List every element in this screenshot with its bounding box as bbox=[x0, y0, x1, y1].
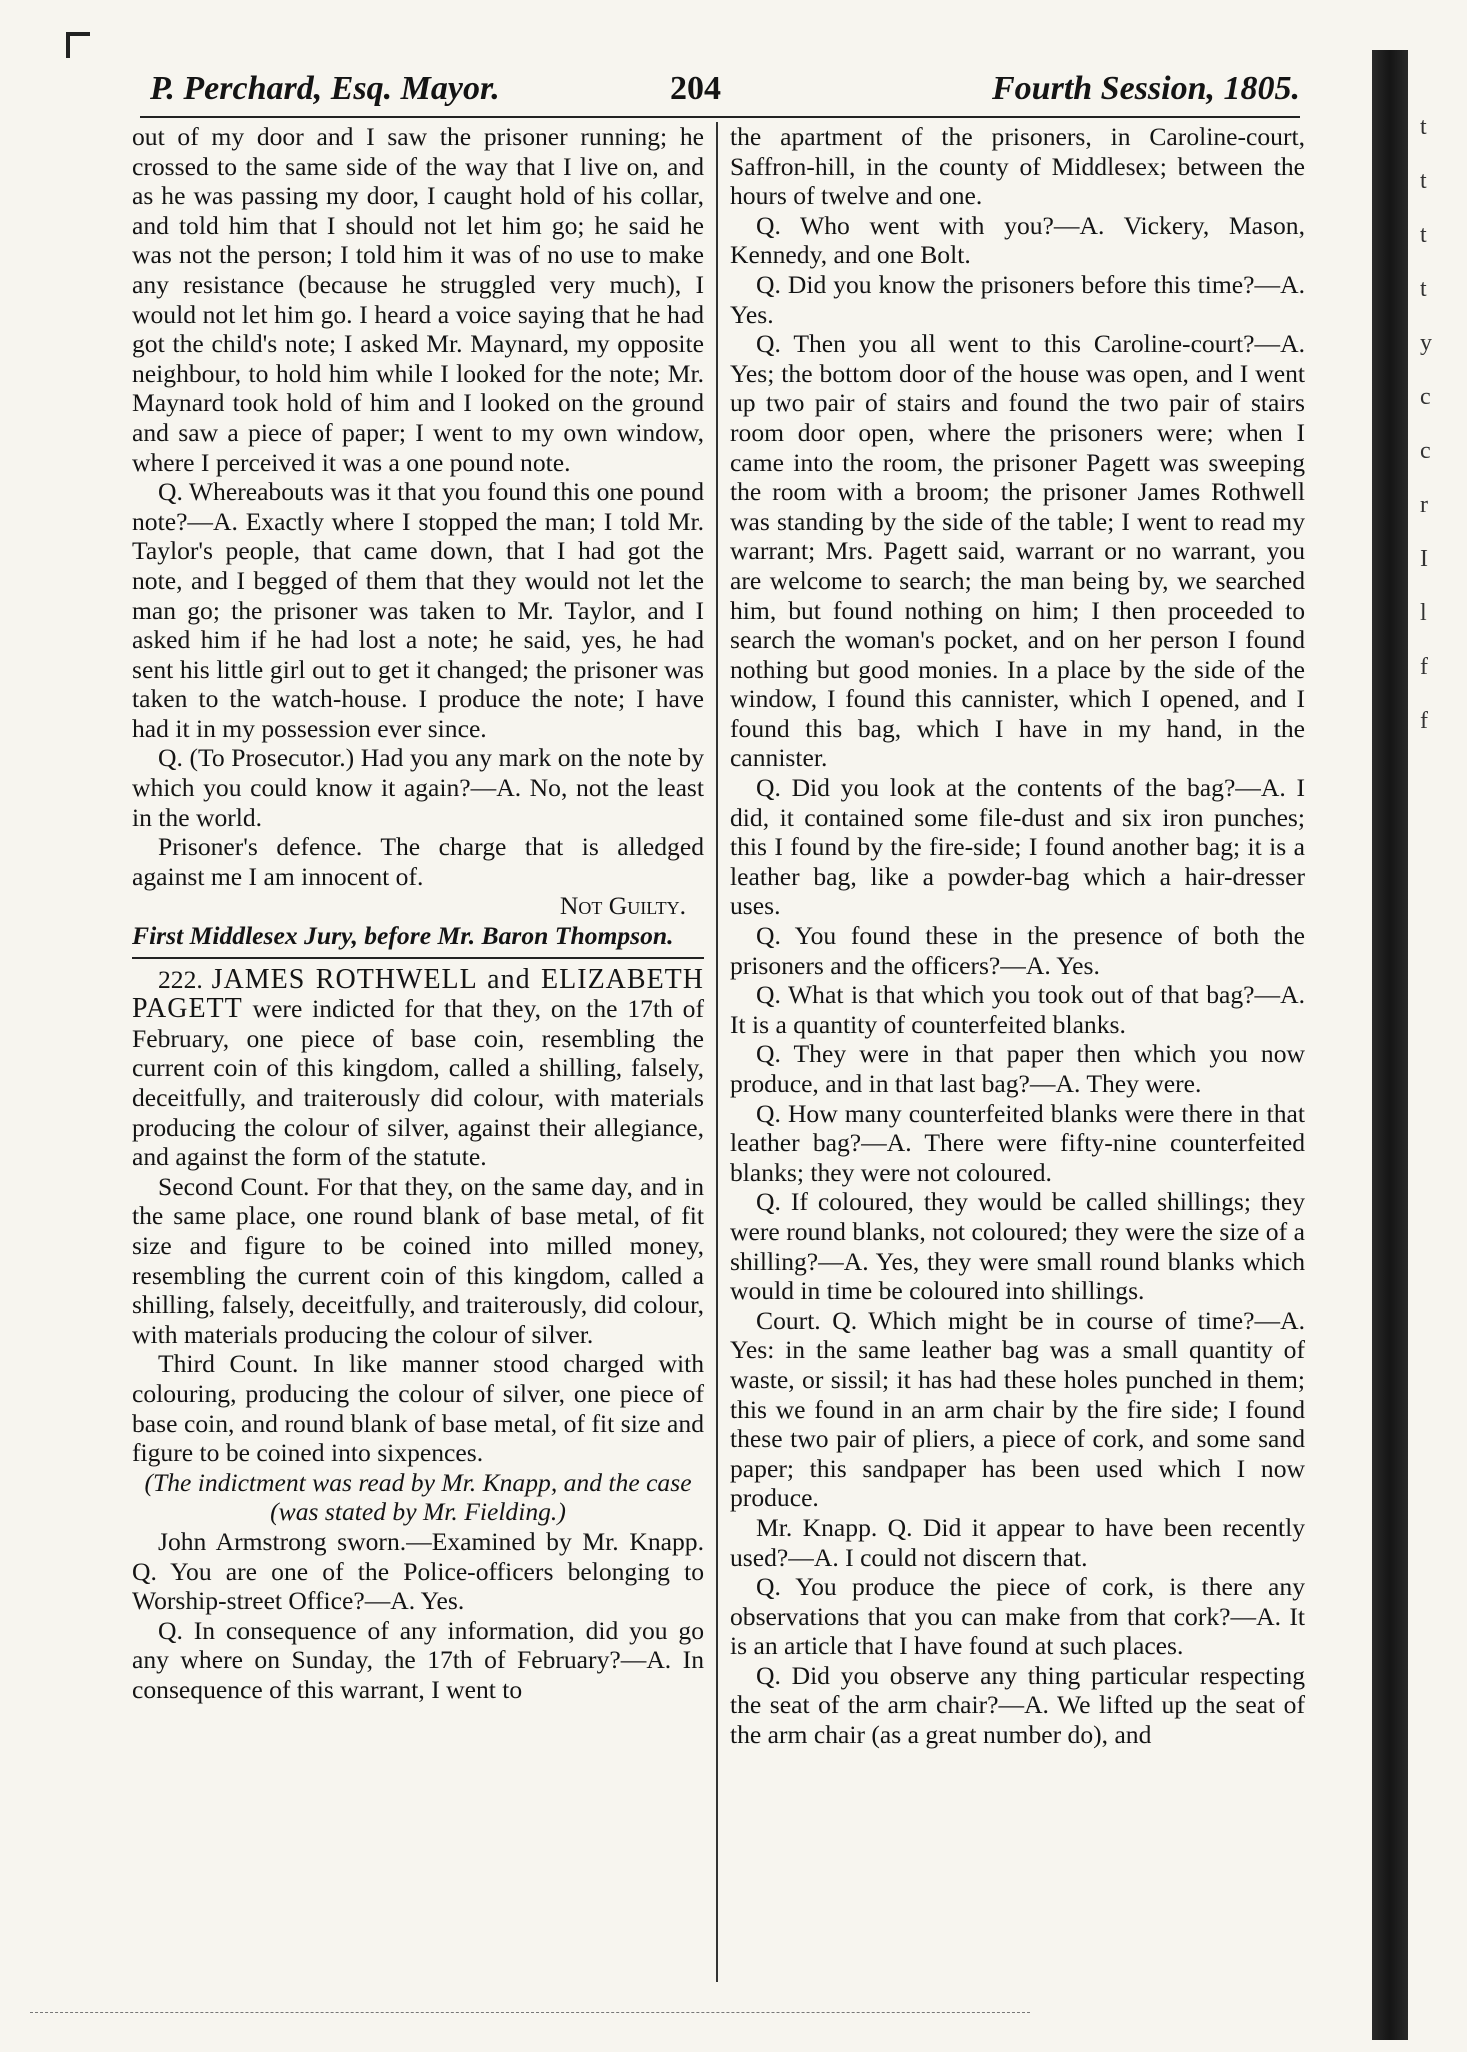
paragraph: Q. Whereabouts was it that you found this one pound note?—A. Exactly where I stopped the man; I told Mr. Taylor's people, that came down, that I had got the note, and I begged of them that they would not let the man go; the prisoner was taken to Mr. Taylor, and I asked him if he had lost a note; he said, yes, he had sent his little girl out to get it changed; the prisoner was taken to the watch-house. I produce the note; I have had it in my possession ever since. bbox=[132, 477, 704, 743]
margin-fragment: t bbox=[1420, 276, 1427, 302]
paragraph: Q. How many counterfeited blanks were there in that leather bag?—A. There were fifty-nine counterfeited blanks; they were not coloured. bbox=[730, 1098, 1305, 1187]
margin-fragment: t bbox=[1420, 168, 1427, 194]
page-header bbox=[150, 70, 1300, 120]
margin-fragment: f bbox=[1420, 654, 1428, 680]
right-column bbox=[730, 122, 1305, 1750]
paragraph: Q. Who went with you?—A. Vickery, Mason, Kennedy, and one Bolt. bbox=[730, 210, 1305, 270]
verdict: Not Guilty. bbox=[559, 891, 686, 921]
header-rule bbox=[140, 116, 1300, 118]
paragraph: Q. Did you know the prisoners before this time?—A. Yes. bbox=[730, 269, 1305, 329]
paragraph: Q. You produce the piece of cork, is there any observations that you can make from that cork?—A. It is an article that I have found at such places. bbox=[730, 1572, 1305, 1661]
header-session: Fourth Session, 1805. bbox=[992, 70, 1300, 107]
margin-fragment: c bbox=[1420, 438, 1431, 464]
case-defendants: JAMES ROTHWELL and ELIZABETH PAGETT bbox=[132, 963, 704, 1025]
paragraph: Q. What is that which you took out of that bag?—A. It is a quantity of counterfeited blanks. bbox=[730, 980, 1305, 1039]
margin-fragment: t bbox=[1420, 114, 1427, 140]
case-indictment: were indicted for that they, on the 17th of February, one piece of base coin, resembling the current coin of this kingdom, called a shilling, falsely, deceitfully, and traiterously did colour, with materials producing the colour of silver, against their allegiance, and against the form of the statute. bbox=[132, 994, 704, 1172]
corner-bracket-mark bbox=[64, 30, 94, 60]
column-divider bbox=[716, 122, 718, 1982]
margin-fragment: t bbox=[1420, 222, 1427, 248]
paragraph: the apartment of the prisoners, in Caroline-court, Saffron-hill, in the county of Middlesex; between the hours of twelve and one. bbox=[730, 122, 1305, 211]
paragraph: Court. Q. Which might be in course of time?—A. Yes: in the same leather bag was a small quantity of waste, or sissil; it has had these holes punched in them; this we found in an arm chair by the fire side; I found these two pair of pliers, a piece of cork, and some sand paper; this sandpaper has been used which I now produce. bbox=[730, 1305, 1305, 1513]
jury-line: First Middlesex Jury, before Mr. Baron Thompson. bbox=[132, 921, 674, 951]
paragraph: Q. You found these in the presence of both the prisoners and the officers?—A. Yes. bbox=[730, 921, 1305, 980]
page-number: 204 bbox=[670, 70, 721, 107]
paragraph: Q. Then you all went to this Caroline-court?—A. Yes; the bottom door of the house was open, and I went up two pair of stairs and found the two pair of stairs room door open, where the prisoners were; when I came into the room, the prisoner Pagett was sweeping the room with a broom; the prisoner James Rothwell was standing by the side of the table; I went to read my warrant; Mrs. Pagett said, warrant or no warrant, you are welcome to search; the man being by, we searched him, but found nothing on him; I then proceeded to search the woman's pocket, and on her person I found nothing but good monies. In a place by the side of the window, I found this cannister, which I opened, and I found this bag, which I have in my hand, in the cannister. bbox=[730, 329, 1305, 773]
paragraph: Mr. Knapp. Q. Did it appear to have been recently used?—A. I could not discern that. bbox=[730, 1512, 1305, 1572]
paragraph: out of my door and I saw the prisoner running; he crossed to the same side of the way that I live on, and as he was passing my door, I caught hold of his collar, and told him that I should not let him go; he said he was not the person; I told him it was of no use to make any resistance (because he struggled very much), I would not let him go. I heard a voice saying that he had got the child's note; I asked Mr. Maynard, my opposite neighbour, to hold him while I looked for the note; Mr. Maynard took hold of him and I looked on the ground and saw a piece of paper; I went to my own window, where I perceived it was a one pound note. bbox=[132, 122, 704, 477]
prisoner-defence: Prisoner's defence. The charge that is alledged against me I am innocent of. bbox=[132, 832, 704, 891]
bottom-edge-marks bbox=[30, 2012, 1030, 2013]
paragraph: Q. Did you look at the contents of the bag?—A. I did, it contained some file-dust and six iron punches; this I found by the fire-side; I found another bag; it is a leather bag, like a powder-bag which a hair-dresser uses. bbox=[730, 773, 1305, 921]
margin-fragment: I bbox=[1420, 546, 1428, 572]
margin-fragment: f bbox=[1420, 708, 1428, 734]
paragraph: Q. Did you observe any thing particular respecting the seat of the arm chair?—A. We lifted up the seat of the arm chair (as a great number do), and bbox=[730, 1660, 1305, 1750]
case-number: 222. bbox=[158, 964, 203, 994]
witness-sworn: John Armstrong sworn.—Examined by Mr. Knapp. Q. You are one of the Police-officers belonging to Worship-street Office?—A. Yes. bbox=[132, 1526, 704, 1616]
case-separator bbox=[132, 957, 704, 959]
paragraph: Q. (To Prosecutor.) Had you any mark on the note by which you could know it again?—A. No, not the least in the world. bbox=[132, 743, 704, 832]
paragraph: Q. In consequence of any information, did you go any where on Sunday, the 17th of February?—A. In consequence of this warrant, I went to bbox=[132, 1615, 704, 1704]
margin-fragments bbox=[1420, 100, 1460, 748]
third-count: Third Count. In like manner stood charged with colouring, producing the colour of silver, one piece of base coin, and round blank of base metal, of fit size and figure to be coined into sixpences. bbox=[132, 1349, 704, 1468]
second-count: Second Count. For that they, on the same day, and in the same place, one round blank of base metal, of fit size and figure to be coined into milled money, resembling the current coin of this kingdom, called a shilling, falsely, deceitfully, and traiterously, did colour, with materials producing the colour of silver. bbox=[132, 1171, 704, 1349]
case-heading bbox=[132, 965, 704, 1172]
indictment-note: (The indictment was read by Mr. Knapp, and the case (was stated by Mr. Fielding.) bbox=[144, 1467, 692, 1527]
margin-fragment: y bbox=[1420, 330, 1432, 356]
margin-fragment: c bbox=[1420, 384, 1431, 410]
margin-fragment: l bbox=[1420, 600, 1427, 626]
paragraph: Q. They were in that paper then which you now produce, and in that last bag?—A. They were. bbox=[730, 1039, 1305, 1098]
margin-fragment: r bbox=[1420, 492, 1428, 518]
header-mayor: P. Perchard, Esq. Mayor. bbox=[150, 70, 500, 107]
paragraph: Q. If coloured, they would be called shillings; they were round blanks, not coloured; they were the size of a shilling?—A. Yes, they were small round blanks which would in time be coloured into shillings. bbox=[730, 1187, 1305, 1306]
binding-edge bbox=[1372, 50, 1408, 2040]
left-column bbox=[132, 122, 704, 1704]
